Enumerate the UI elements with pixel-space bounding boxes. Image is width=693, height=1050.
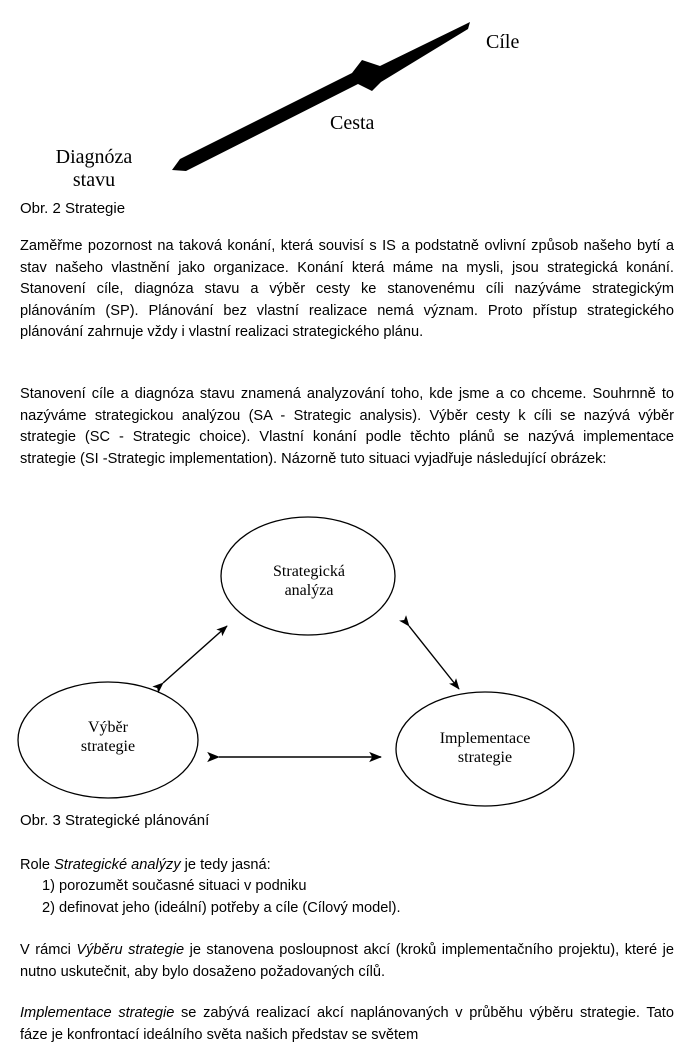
implementace-after: se zabývá realizací akcí naplánovaných v průběhu výběru strategie. Tato fáze je konfrontací ideálního světa našich představ se světem <box>20 1005 674 1043</box>
figure2-label-path: Cesta <box>330 112 375 134</box>
node-label-line2: strategie <box>80 738 136 755</box>
paragraph-implementace-strategie <box>20 1003 674 1046</box>
figure2-label-start-line1: Diagnóza <box>55 146 133 168</box>
figure-2-strategie <box>0 0 693 195</box>
node-label-line2: analýza <box>284 582 334 599</box>
node-label-line1: Strategická <box>273 563 345 580</box>
connector-analyza-to-implementace <box>409 626 459 689</box>
role-intro-before: Role <box>20 857 55 873</box>
figure2-label-start <box>46 146 142 192</box>
figure2-label-start-line2: stavu <box>72 169 116 191</box>
paragraph-vyber-strategie <box>20 940 674 983</box>
paragraph-sa-sc-si: Stanovení cíle a diagnóza stavu znamená analyzování toho, kde jsme a co chceme. Souhrnně to nazýváme strategickou analýzou (SA - Strategic analysis). Výběr cesty k cíli se nazývá výběr strategie (SC - Strategic choice). Vlastní konání podle těchto plánů se nazývá implementace strategie (SI -Strategic implementation). Názorně tuto situaci vyjadřuje následující obrázek: <box>20 386 674 467</box>
figure-3-strategicke-planovani <box>0 500 693 812</box>
role-intro-italic: Strategické analýzy <box>54 857 181 873</box>
node-label-line1: Výběr <box>88 719 128 736</box>
vyber-before: V rámci <box>20 942 77 958</box>
role-intro-after: je tedy jasná: <box>180 857 271 873</box>
vyber-after: je stanovena posloupnost akcí (kroků implementačního projektu), které je nutno uskutečnit, aby bylo dosaženo požadovaných cílů. <box>20 942 674 980</box>
vyber-italic: Výběru strategie <box>76 942 185 958</box>
implementace-italic: Implementace strategie <box>20 1005 175 1021</box>
node-label-strategicka-analyza <box>228 562 390 600</box>
list-item-role-1: 1) porozumět současné situaci v podniku <box>42 878 307 894</box>
figure2-label-goal: Cíle <box>486 31 520 53</box>
node-label-line2: strategie <box>457 749 513 766</box>
tapered-arrow-shape <box>172 22 470 171</box>
paragraph-strategic-actions: Zaměřme pozornost na taková konání, která souvisí s IS a podstatně ovlivní způsob našeho bytí a stav našeho vlastnění jako organizace. Konání která máme na mysli, jsou strategická konání. Stanovení cíle, diagnóza stavu a výběr cesty ke stanovenému cíli nazýváme strategickým plánováním (SP). Plánování bez vlastní realizace nemá význam. Proto přístup strategického plánování zahrnuje vždy i vlastní realizaci strategického plánu. <box>20 238 674 340</box>
connector-vyber-to-analyza <box>163 626 227 683</box>
strategic-planning-diagram <box>0 500 693 812</box>
figure-3-caption: Obr. 3 Strategické plánování <box>20 812 210 829</box>
figure-2-caption: Obr. 2 Strategie <box>20 200 126 217</box>
paragraph-role-analyzy <box>20 855 674 877</box>
node-label-implementace-strategie <box>400 729 570 767</box>
node-label-vyber-strategie <box>28 718 188 756</box>
node-label-line1: Implementace <box>439 730 531 747</box>
list-item-role-2: 2) definovat jeho (ideální) potřeby a cíle (Cílový model). <box>42 900 401 916</box>
